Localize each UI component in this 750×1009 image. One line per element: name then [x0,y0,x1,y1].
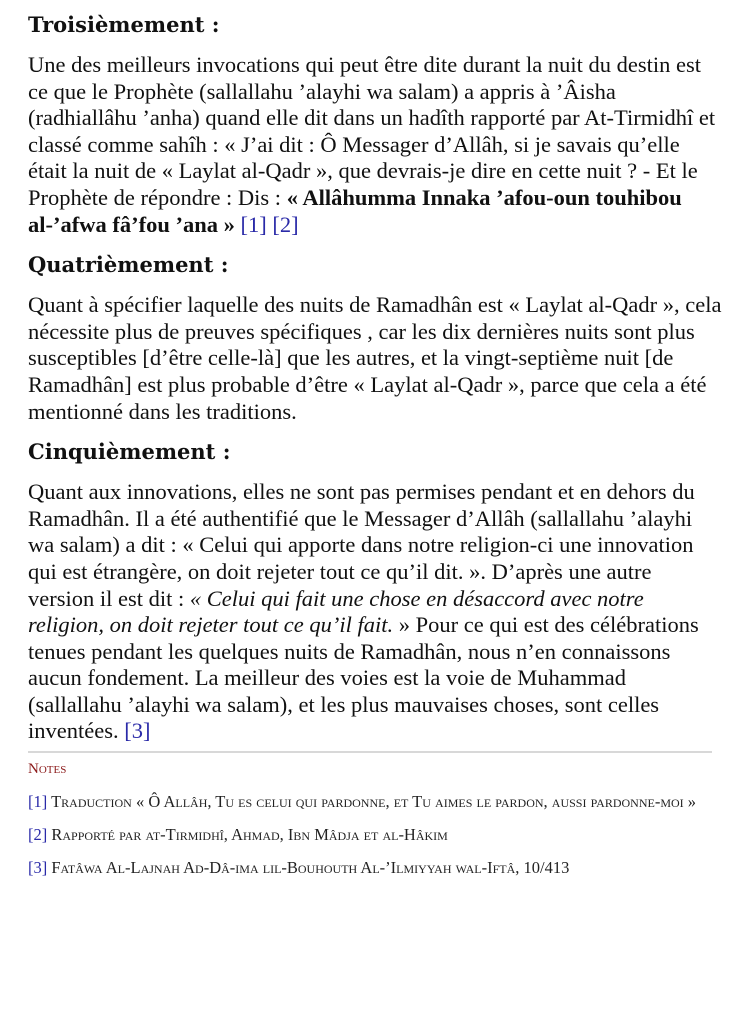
note-text-1: Traduction « Ô Allâh, Tu es celui qui pardonne, et Tu aimes le pardon, aussi pardonne-moi » [47,792,697,812]
note-text-3: Fatâwa Al-Lajnah Ad-Dâ-ima lil-Bouhouth Al-’Ilmiyyah wal-Iftâ, 10/413 [47,858,570,878]
note-backlink-3[interactable]: [3] [28,858,48,878]
note-item-3 [28,858,722,878]
footnote-ref-2[interactable]: [2] [272,211,299,237]
section-title-quatriemement: Quatrièmement : [28,252,229,278]
notes-divider [28,751,712,753]
paragraph-cinquiemement [28,479,722,745]
note-item-2 [28,825,722,845]
section-title-troisiemement: Troisièmement : [28,12,220,37]
paragraph-text: Une des meilleurs invocations qui peut être dite durant la nuit du destin est ce que le Prophète (sallallahu ’alayhi wa salam) a appris à ’Âisha (radhiallâhu ’anha) quand elle dit dans un hadîth rapporté par At-Tirmidhî et classé comme sahîh : « J’ai dit : Ô Messager d’Allâh, si je savais qu’elle était la nuit de « Laylat al-Qadr », que devrais-je dire en cette nuit ? - Et le Prophète de répondre : Dis : [28,52,716,210]
note-text-2: Rapporté par at-Tirmidhî, Ahmad, Ibn Mâdja et al-Hâkim [47,825,448,845]
paragraph-text: Quant aux innovations, elles ne sont pas permises pendant et en dehors du Ramadhân. Il a été authentifié que le Messager d’Allâh (sallallahu ’alayhi wa salam) a dit : « Celui qui apporte dans notre religion-ci une innovation qui est étrangère, on doit rejeter tout ce qu’il dit. ». D’après une autre version il est dit : [28,479,695,611]
paragraph-text-continued: » Pour ce qui est des célébrations tenues pendant les quelques nuits de Ramadhân, nous n’en connaissons aucun fondement. La meilleur des voies est la voie de Muhammad (sallallahu ’alayhi wa salam), et les plus mauvaises choses, sont celles inventées. [28,612,699,744]
paragraph-quatriemement: Quant à spécifier laquelle des nuits de Ramadhân est « Laylat al-Qadr », cela nécessite plus de preuves spécifiques , car les dix dernières nuits sont plus susceptibles [d’être celle-là] que les autres, et la vingt-septième nuit [de Ramadhân] est plus probable d’être « Laylat al-Qadr », parce que cela a été mentionné dans les traditions. [28,292,722,424]
hadith-italic-text: « Celui qui fait une chose en désaccord avec notre religion, on doit rejeter tout ce qu’il fait. [28,585,644,638]
footnote-ref-1[interactable]: [1] [240,211,267,237]
invocation-bold-text: « Allâhumma Innaka ’afou-oun touhibou al-’afwa fâ’fou ’ana [28,184,682,237]
invocation-close-quote: » [217,211,241,237]
notes-title: Notes [28,761,67,778]
section-title-cinquiemement: Cinquièmement : [28,439,231,465]
note-backlink-2[interactable]: [2] [28,825,48,845]
paragraph-troisiemement [28,52,722,238]
note-backlink-1[interactable]: [1] [28,792,48,812]
note-item-1 [28,792,722,812]
footnote-ref-3[interactable]: [3] [124,718,151,744]
